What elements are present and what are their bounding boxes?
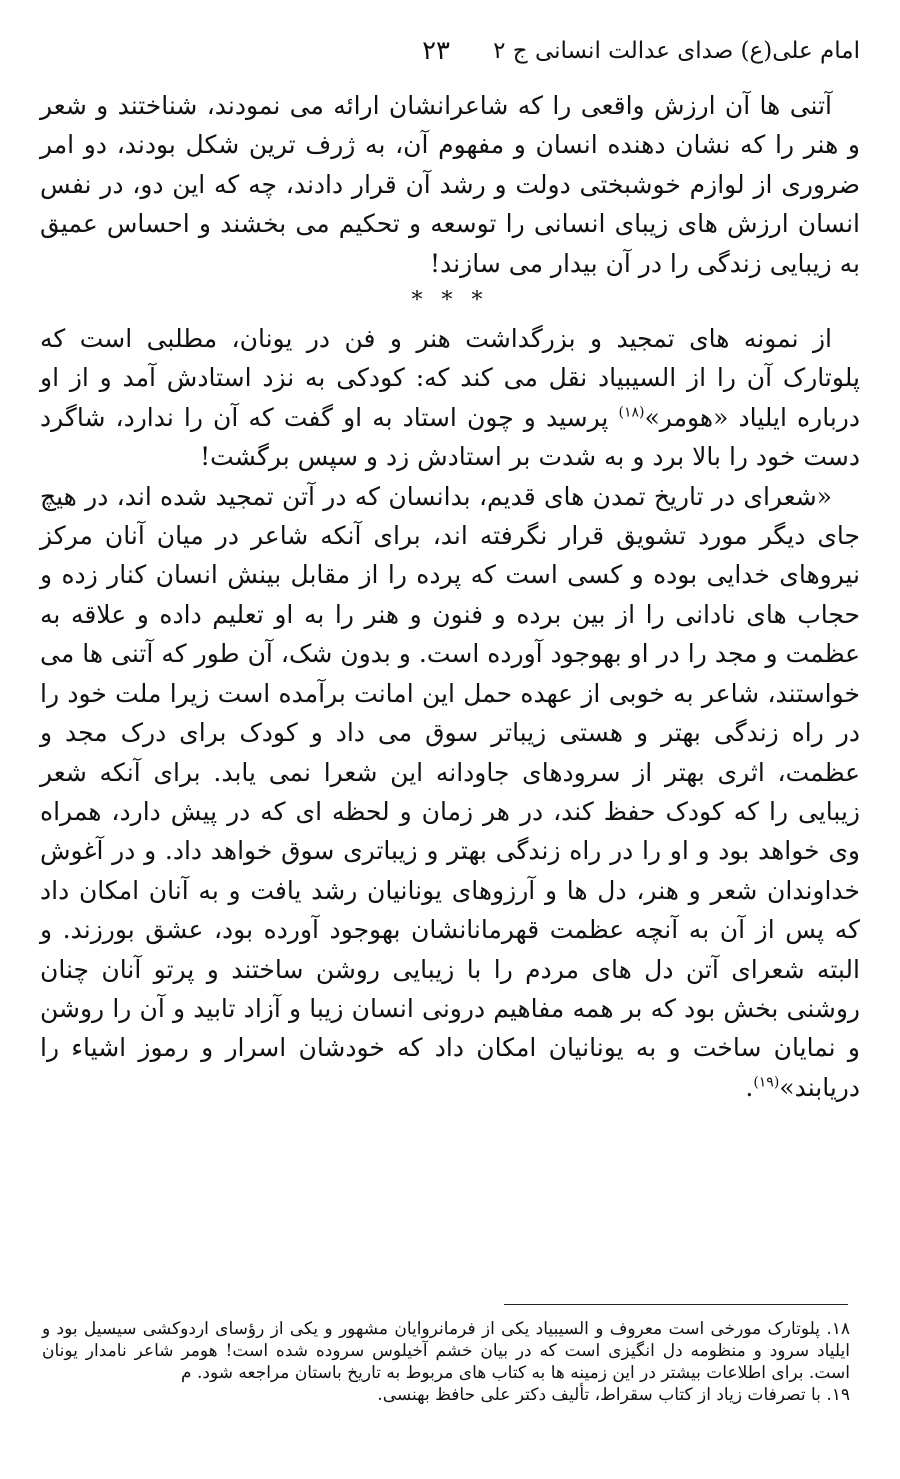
page-header xyxy=(40,32,860,72)
paragraph-2-text-a: از نمونه های تمجید و بزرگداشت هنر و فن در یونان، مطلبی است که پلوتارک آن را از السیبیاد نقل می کند که: کودکی به نزد استادش آمد و از او درباره ایلیاد «هومر» xyxy=(40,324,861,432)
footnotes xyxy=(42,1318,850,1406)
main-text xyxy=(40,86,860,1107)
paragraph-2 xyxy=(40,319,860,477)
footnote-ref-18: (۱۸) xyxy=(618,404,645,421)
final-period: . xyxy=(745,1072,754,1102)
footnote-18: ۱۸. پلوتارک مورخی است معروف و السیبیاد یکی از فرمانروایان مشهور و یکی از رؤسای اردوکشی سیسیل بود و ایلیاد سرود و منظومه دل انگیزی است که در بیان خشم آخیلوس سروده شده است! هومر شاعر نامدار یونان است. برای اطلاعات بیشتر در این زمینه ها به کتاب های مربوط به تاریخ باستان مراجعه شود. م xyxy=(42,1319,850,1383)
section-separator: * * * xyxy=(411,288,489,314)
running-title: امام علی(ع) صدای عدالت انسانی ج ۲ xyxy=(493,38,860,64)
page-number: ۲۳ xyxy=(422,36,450,66)
paragraph-3-text: «شعرای در تاریخ تمدن های قدیم، بدانسان که در آتن تمجید شده اند، در هیچ جای دیگر مورد تشویق قرار نگرفته اند، برای آنکه شاعر در میان آنان مرکز نیروهای خدایی بوده و کسی است که پرده را از مقابل بینش انسان کنار زده و حجاب های نادانی را از بین برده و فنون و هنر را به او تعلیم داده و علاقه به عظمت و مجد را در او بهوجود آورده است. و بدون شک، آن طور که آتنی ها می خواستند، شاعر به خوبی از عهده حمل این امانت برآمده است زیرا ملت خود را در راه زندگی بهتر و هستی زیباتر سوق می داد و کودک برای درک مجد و عظمت، اثری بهتر از سرودهای جاودانه این شعرا نمی یابد. برای آنکه شعر زیبایی را که کودک حفظ کند، در هر زمان و لحظه ای که در پیش دارد، همراه وی خواهد بود و او را در راه زندگی بهتر و زیباتری سوق خواهد داد. و در آغوش خداوندان شعر و هنر، دل ها و آرزوهای یونانیان رشد یافت و به آنان امکان داد که پس از آن به آنچه عظمت قهرمانانشان بهوجود آورده بود، عشق بورزند. و البته شعرای آتن دل های مردم را با زیبایی روشن ساختند و پرتو آنان چنان روشنی بخش بود که بر همه مفاهیم درونی انسان زیبا و آزاد تابید و آن را روشن و نمایان ساخت و به یونانیان امکان داد که خودشان اسرار و رموز اشیاء را دریابند» xyxy=(40,481,860,1102)
footnote-ref-19: (۱۹) xyxy=(753,1074,780,1091)
paragraph-2-text-b: پرسید و چون استاد به او گفت که آن را ندارد، شاگرد دست خود را بالا برد و به شدت بر استادش زد و سپس برگشت! xyxy=(40,402,860,472)
footnote-divider xyxy=(504,1304,848,1305)
paragraph-3 xyxy=(40,477,860,1108)
paragraph-1: آتنی ها آن ارزش واقعی را که شاعرانشان ارائه می نمودند، شناختند و شعر و هنر را که نشان دهنده انسان و مفهوم آن، به ژرف ترین شکل بودند، دو امر ضروری از لوازم خوشبختی دولت و رشد آن قرار دادند، چه که این دو، در نفس انسان ارزش های زیبای انسانی را توسعه و تحکیم می بخشند و احساس عمیق به زیبایی زندگی را در آن بیدار می سازند! xyxy=(40,91,860,278)
footnote-19: ۱۹. با تصرفات زیاد از کتاب سقراط، تألیف دکتر علی حافظ بهنسی. xyxy=(377,1385,850,1405)
